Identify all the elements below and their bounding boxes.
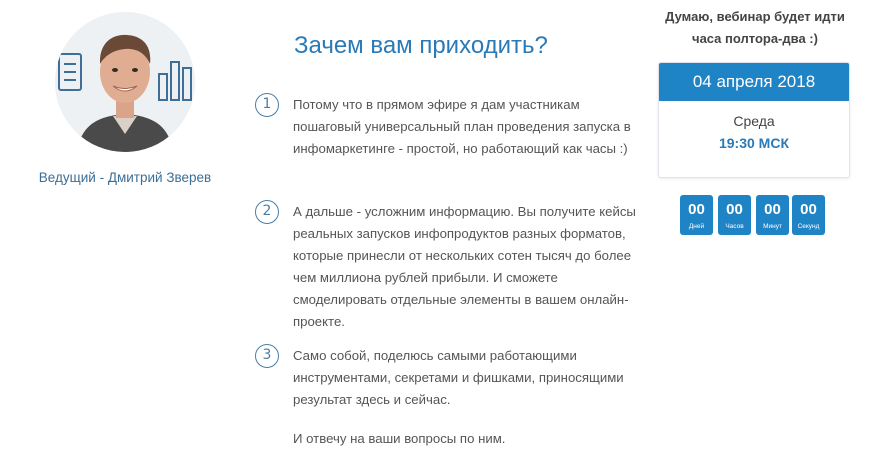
presenter-caption: Ведущий - Дмитрий Зверев <box>38 170 212 185</box>
duration-note: Думаю, вебинар будет идти часа полтора-два :) <box>665 9 845 46</box>
reason-number-badge: 1 <box>255 93 279 117</box>
section-title: Зачем вам приходить? <box>294 32 548 59</box>
countdown-value: 00 <box>800 201 817 218</box>
countdown-hours <box>718 195 751 235</box>
countdown-label: Дней <box>688 223 705 230</box>
reason-number-badge: 2 <box>255 200 279 224</box>
countdown-value: 00 <box>688 201 705 218</box>
countdown-days <box>680 195 713 235</box>
countdown-seconds <box>792 195 825 235</box>
countdown-minutes <box>756 195 789 235</box>
event-time: 19:30 МСК <box>718 135 789 151</box>
event-weekday: Среда <box>733 113 775 129</box>
closing-text: И отвечу на ваши вопросы по ним. <box>293 431 506 446</box>
reason-text: А дальше - усложним информацию. Вы получите кейсы реальных запусков инфопродуктов разных форматов, которые принесли от нескольких сотен тысяч до более чем миллиона рублей прибыли. И сможете смоделировать отдельные элементы в вашем онлайн-проекте. <box>293 204 636 329</box>
presenter-avatar <box>55 12 195 152</box>
reason-text: Потому что в прямом эфире я дам участникам пошаговый универсальный план проведения запуска в инфомаркетинге - простой, но работающий как часы :) <box>293 97 631 156</box>
reason-number-badge: 3 <box>255 344 279 368</box>
countdown-label: Минут <box>763 223 782 230</box>
countdown-label: Часов <box>725 223 744 230</box>
countdown-value: 00 <box>726 201 743 218</box>
reason-text: Само собой, поделюсь самыми работающими инструментами, секретами и фишками, приносящими результат здесь и сейчас. <box>293 348 624 407</box>
presenter-photo <box>55 12 195 152</box>
date-card <box>658 62 850 178</box>
countdown-value: 00 <box>764 201 781 218</box>
event-date: 04 апреля 2018 <box>659 63 849 101</box>
countdown-label: Секунд <box>797 223 820 230</box>
